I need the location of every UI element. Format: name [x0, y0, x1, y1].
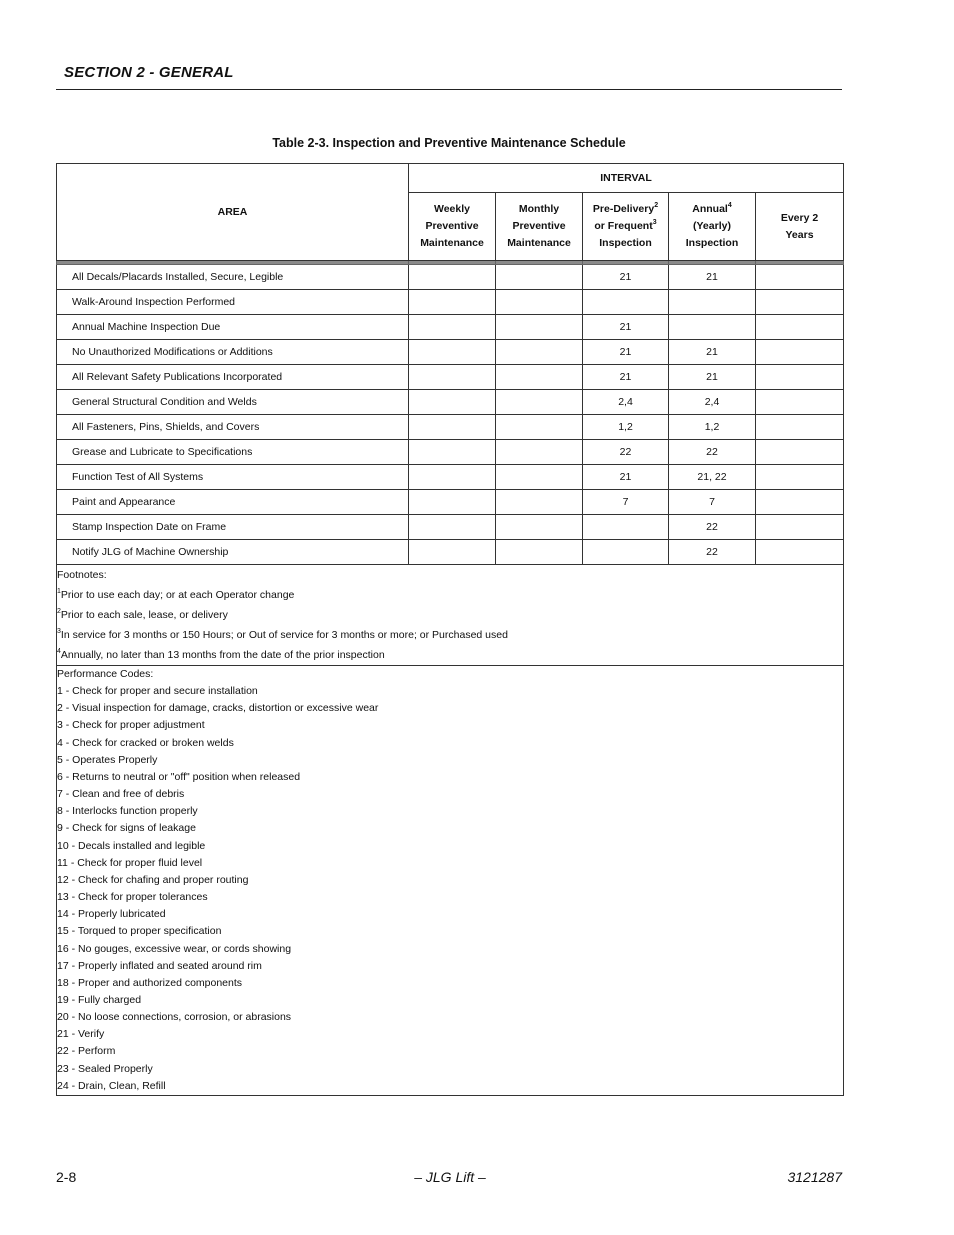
- every-2-years-cell: [756, 540, 844, 565]
- performance-code: 12 - Check for chafing and proper routing: [57, 873, 249, 886]
- monthly-cell: [496, 465, 583, 490]
- table-row: [57, 390, 844, 415]
- every-2-years-column-header: Every 2 Years: [756, 193, 844, 261]
- monthly-cell: [496, 440, 583, 465]
- performance-code: 18 - Proper and authorized components: [57, 976, 243, 989]
- performance-code: 15 - Torqued to proper specification: [57, 925, 222, 938]
- predelivery-cell: [583, 290, 669, 315]
- weekly-cell: [409, 315, 496, 340]
- table-row: [57, 415, 844, 440]
- predelivery-column-header: Pre-Delivery$^2$ or Frequent$^3$ Inspection: [583, 193, 669, 261]
- weekly-cell: [409, 490, 496, 515]
- area-cell: General Structural Condition and Welds: [57, 390, 409, 415]
- every-2-years-cell: [756, 365, 844, 390]
- performance-code: 7 - Clean and free of debris: [57, 788, 185, 801]
- table-row: [57, 465, 844, 490]
- area-cell: No Unauthorized Modifications or Additions: [57, 340, 409, 365]
- performance-code: 16 - No gouges, excessive wear, or cords showing: [57, 942, 292, 955]
- weekly-cell: [409, 365, 496, 390]
- performance-code: 19 - Fully charged: [57, 993, 142, 1006]
- annual-cell: [669, 290, 756, 315]
- monthly-column-header: Monthly Preventive Maintenance: [496, 193, 583, 261]
- annual-cell: 21: [669, 340, 756, 365]
- table-row: [57, 290, 844, 315]
- footnote: $^4$Annually, no later than 13 months from the date of the prior inspection: [57, 648, 385, 661]
- annual-cell: 22: [669, 440, 756, 465]
- table-row: [57, 515, 844, 540]
- every-2-years-cell: [756, 465, 844, 490]
- every-2-years-cell: [756, 390, 844, 415]
- footer-brand: – JLG Lift –: [414, 1169, 486, 1185]
- weekly-cell: [409, 540, 496, 565]
- performance-code: 8 - Interlocks function properly: [57, 805, 198, 818]
- monthly-cell: [496, 265, 583, 290]
- performance-code: 3 - Check for proper adjustment: [57, 719, 205, 732]
- performance-code: 2 - Visual inspection for damage, cracks, distortion or excessive wear: [57, 702, 379, 715]
- monthly-cell: [496, 390, 583, 415]
- annual-column-header: Annual$^4$ (Yearly) Inspection: [669, 193, 756, 261]
- performance-code: 1 - Check for proper and secure installation: [57, 685, 258, 698]
- area-cell: Stamp Inspection Date on Frame: [57, 515, 409, 540]
- performance-code: 23 - Sealed Properly: [57, 1062, 153, 1075]
- header-rule: [56, 89, 842, 90]
- predelivery-cell: [583, 540, 669, 565]
- annual-cell: [669, 315, 756, 340]
- area-cell: All Fasteners, Pins, Shields, and Covers: [57, 415, 409, 440]
- predelivery-cell: 21: [583, 340, 669, 365]
- performance-code: 17 - Properly inflated and seated around rim: [57, 959, 262, 972]
- area-cell: Walk-Around Inspection Performed: [57, 290, 409, 315]
- area-cell: Notify JLG of Machine Ownership: [57, 540, 409, 565]
- performance-code: 6 - Returns to neutral or "off" position when released: [57, 770, 301, 783]
- area-cell: Function Test of All Systems: [57, 465, 409, 490]
- annual-cell: 2,4: [669, 390, 756, 415]
- performance-code: 24 - Drain, Clean, Refill: [57, 1079, 166, 1092]
- weekly-cell: [409, 265, 496, 290]
- predelivery-cell: 1,2: [583, 415, 669, 440]
- footnote: $^3$In service for 3 months or 150 Hours; or Out of service for 3 months or more; or Purchased used: [57, 628, 508, 641]
- weekly-cell: [409, 465, 496, 490]
- document-number: 3121287: [787, 1169, 842, 1185]
- table-row: [57, 440, 844, 465]
- performance-code: 5 - Operates Properly: [57, 753, 158, 766]
- performance-code: 21 - Verify: [57, 1028, 105, 1041]
- weekly-cell: [409, 390, 496, 415]
- predelivery-cell: 7: [583, 490, 669, 515]
- section-header: SECTION 2 - GENERAL: [64, 64, 234, 81]
- maintenance-schedule-table: [56, 163, 844, 1096]
- interval-column-header: INTERVAL: [409, 164, 844, 193]
- footnotes-cell: [57, 565, 844, 666]
- footnote: $^2$Prior to each sale, lease, or delivery: [57, 608, 228, 621]
- footnotes-title: Footnotes:: [57, 569, 107, 581]
- area-column-header: AREA: [57, 164, 409, 261]
- performance-code: 22 - Perform: [57, 1045, 116, 1058]
- every-2-years-cell: [756, 415, 844, 440]
- area-cell: Grease and Lubricate to Specifications: [57, 440, 409, 465]
- performance-code: 9 - Check for signs of leakage: [57, 822, 196, 835]
- area-cell: Paint and Appearance: [57, 490, 409, 515]
- every-2-years-cell: [756, 265, 844, 290]
- annual-cell: 21, 22: [669, 465, 756, 490]
- page-number: 2-8: [56, 1169, 77, 1185]
- table-row: [57, 265, 844, 290]
- predelivery-cell: 21: [583, 465, 669, 490]
- table-row: [57, 490, 844, 515]
- table-row: [57, 340, 844, 365]
- predelivery-cell: 21: [583, 265, 669, 290]
- performance-codes-cell: [57, 666, 844, 1096]
- annual-cell: 7: [669, 490, 756, 515]
- monthly-cell: [496, 515, 583, 540]
- weekly-cell: [409, 440, 496, 465]
- performance-code: 14 - Properly lubricated: [57, 908, 166, 921]
- annual-cell: 22: [669, 515, 756, 540]
- performance-code: 11 - Check for proper fluid level: [57, 856, 203, 869]
- footnote: $^1$Prior to use each day; or at each Operator change: [57, 588, 295, 601]
- every-2-years-cell: [756, 440, 844, 465]
- predelivery-cell: 22: [583, 440, 669, 465]
- table-title: Table 2-3. Inspection and Preventive Maintenance Schedule: [272, 136, 626, 150]
- performance-code: 20 - No loose connections, corrosion, or abrasions: [57, 1011, 292, 1024]
- performance-codes-title: Performance Codes:: [57, 668, 154, 680]
- monthly-cell: [496, 490, 583, 515]
- weekly-cell: [409, 515, 496, 540]
- annual-cell: 21: [669, 265, 756, 290]
- monthly-cell: [496, 365, 583, 390]
- every-2-years-cell: [756, 315, 844, 340]
- predelivery-cell: 21: [583, 315, 669, 340]
- monthly-cell: [496, 415, 583, 440]
- area-cell: Annual Machine Inspection Due: [57, 315, 409, 340]
- table-row: [57, 540, 844, 565]
- every-2-years-cell: [756, 290, 844, 315]
- performance-code: 13 - Check for proper tolerances: [57, 891, 208, 904]
- predelivery-cell: 21: [583, 365, 669, 390]
- table-row: [57, 315, 844, 340]
- every-2-years-cell: [756, 490, 844, 515]
- predelivery-cell: 2,4: [583, 390, 669, 415]
- every-2-years-cell: [756, 340, 844, 365]
- weekly-cell: [409, 340, 496, 365]
- monthly-cell: [496, 340, 583, 365]
- performance-code: 4 - Check for cracked or broken welds: [57, 736, 234, 749]
- weekly-cell: [409, 415, 496, 440]
- weekly-column-header: Weekly Preventive Maintenance: [409, 193, 496, 261]
- annual-cell: 1,2: [669, 415, 756, 440]
- every-2-years-cell: [756, 515, 844, 540]
- monthly-cell: [496, 540, 583, 565]
- performance-code: 10 - Decals installed and legible: [57, 839, 206, 852]
- monthly-cell: [496, 315, 583, 340]
- predelivery-cell: [583, 515, 669, 540]
- monthly-cell: [496, 290, 583, 315]
- weekly-cell: [409, 290, 496, 315]
- area-cell: All Relevant Safety Publications Incorporated: [57, 365, 409, 390]
- table-row: [57, 365, 844, 390]
- annual-cell: 21: [669, 365, 756, 390]
- area-cell: All Decals/Placards Installed, Secure, Legible: [57, 265, 409, 290]
- annual-cell: 22: [669, 540, 756, 565]
